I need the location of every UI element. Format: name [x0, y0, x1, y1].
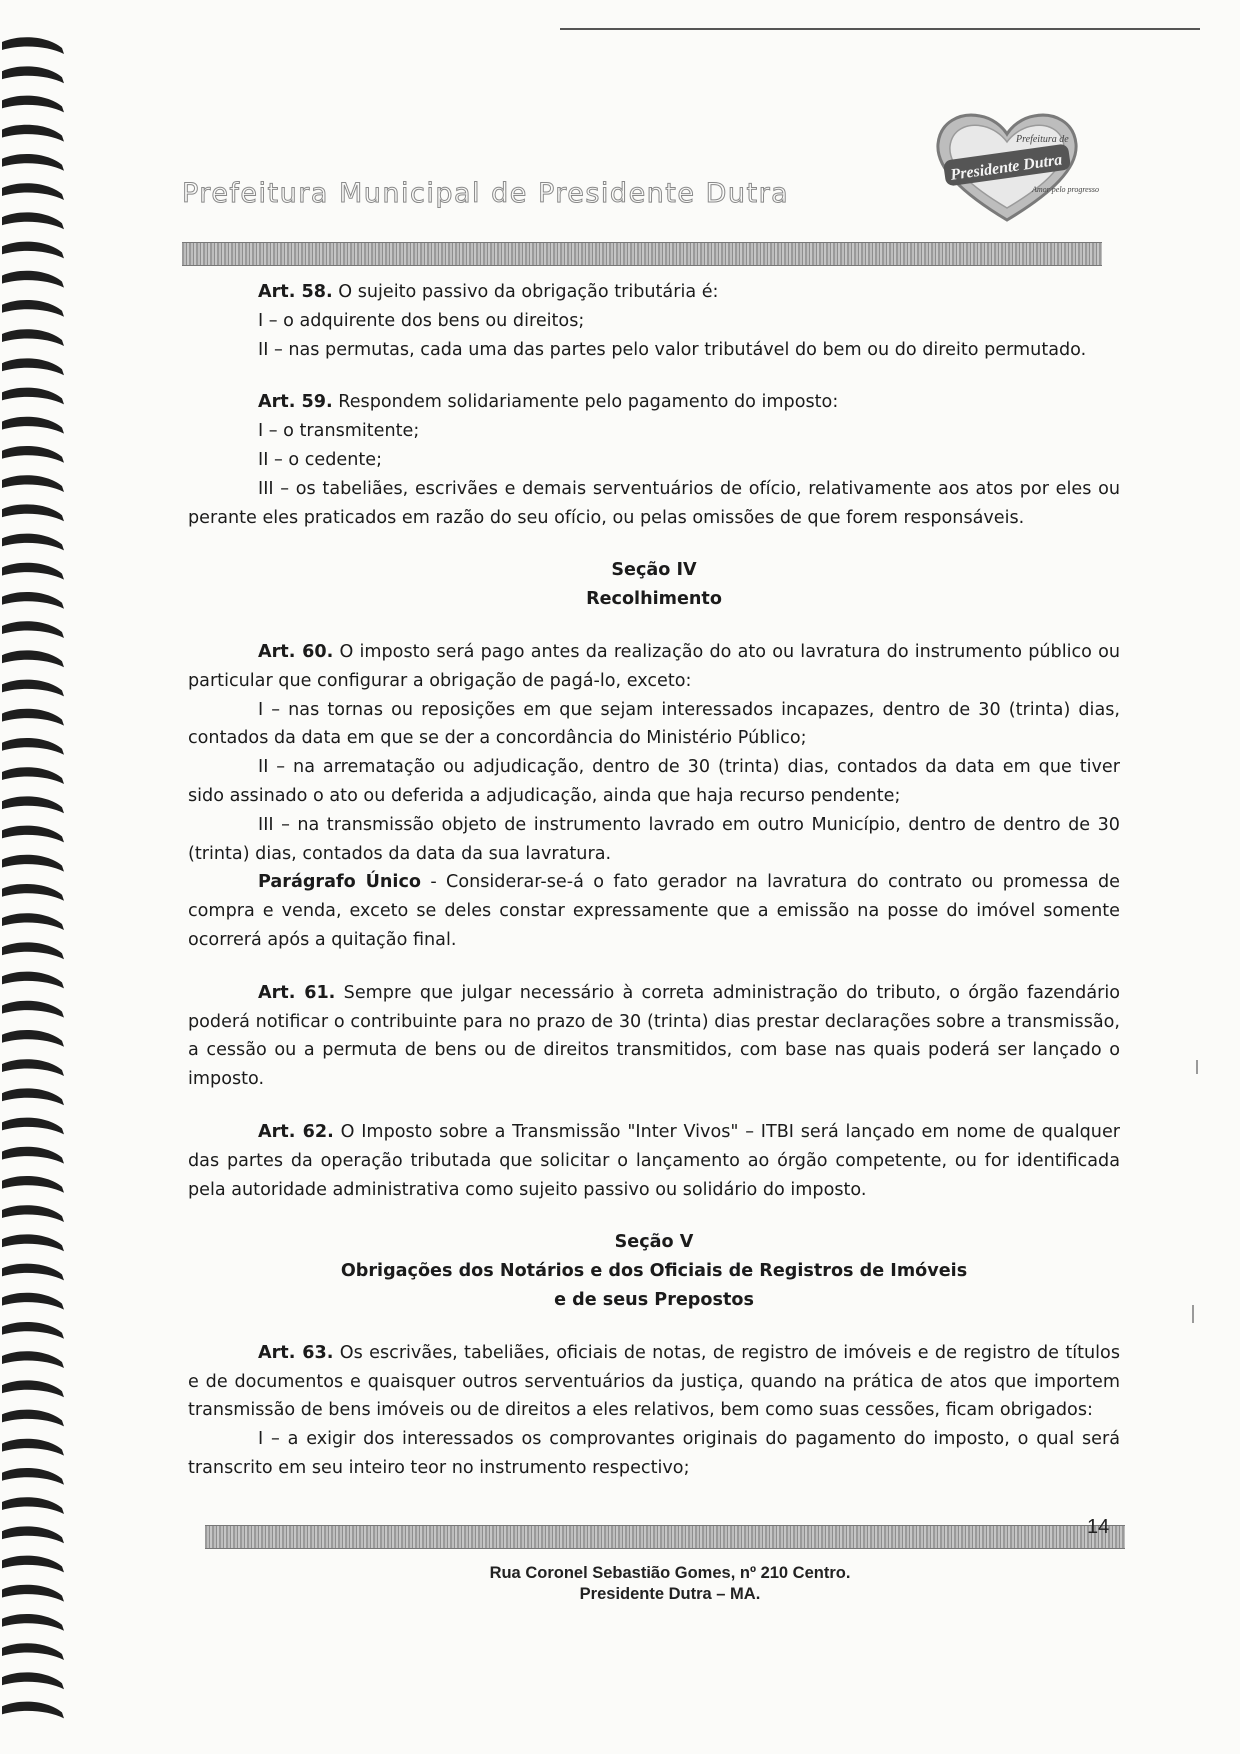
- article-62: Art. 62. O Imposto sobre a Transmissão "Inter Vivos" – ITBI será lançado em nome de qualquer das partes da operação tributada que solicitar o lançamento ao órgão competente, ou for identificada pela autoridade administrativa como sujeito passivo ou solidário do imposto.: [188, 1121, 1120, 1200]
- spiral-coil: [2, 855, 64, 872]
- spiral-coil: [2, 1234, 64, 1251]
- spiral-coil: [2, 1410, 64, 1427]
- spiral-coil: [2, 709, 64, 726]
- spiral-coil: [2, 358, 64, 375]
- page-number: 14: [1087, 1516, 1110, 1538]
- article-58-item-2: II – nas permutas, cada uma das partes pelo valor tributável do bem ou do direito permutado.: [258, 339, 1087, 360]
- spiral-coil: [2, 650, 64, 667]
- scan-mark: [1196, 1060, 1198, 1074]
- spiral-coil: [2, 1672, 64, 1689]
- spiral-coil: [2, 1030, 64, 1047]
- spiral-coil: [2, 1059, 64, 1076]
- article-59-item-3: III – os tabeliães, escrivães e demais serventuários de ofício, relativamente aos atos por eles ou perante eles praticados em razão do seu ofício, ou pelas omissões de que forem responsáveis.: [188, 478, 1120, 528]
- article-58: Art. 58. O sujeito passivo da obrigação tributária é:: [258, 282, 719, 302]
- spiral-coil: [2, 1468, 64, 1485]
- spiral-coil: [2, 972, 64, 989]
- spiral-coil: [2, 242, 64, 259]
- section-v-title-line-1: Obrigações dos Notários e dos Oficiais de Registros de Imóveis: [340, 1261, 968, 1282]
- spiral-coil: [2, 1264, 64, 1281]
- municipality-header: Prefeitura Municipal de Presidente Dutra: [182, 178, 790, 209]
- spiral-coil: [2, 534, 64, 551]
- spiral-coil: [2, 183, 64, 200]
- article-60-item-1: I – nas tornas ou reposições em que sejam interessados incapazes, dentro de 30 (trinta) dias, contados da data em que se der a concordância do Ministério Público;: [188, 699, 1120, 749]
- spiral-coil: [2, 125, 64, 142]
- spiral-coil: [2, 329, 64, 346]
- article-61: Art. 61. Sempre que julgar necessário à correta administração do tributo, o órgão fazendário poderá notificar o contribuinte para no prazo de 30 (trinta) dias prestar declarações sobre a transmissão, a cessão ou a permuta de bens ou de direitos transmitidos, com base nas quais poderá ser lançado o imposto.: [188, 982, 1120, 1090]
- svg-text:Amor pelo progresso: Amor pelo progresso: [1032, 185, 1099, 194]
- spiral-coil: [2, 417, 64, 434]
- spiral-coil: [2, 680, 64, 697]
- spiral-coil: [2, 1439, 64, 1456]
- spiral-coil: [2, 1351, 64, 1368]
- spiral-coil: [2, 96, 64, 113]
- spiral-coil: [2, 767, 64, 784]
- municipality-logo: [932, 108, 1099, 228]
- article-58-item-1: I – o adquirente dos bens ou direitos;: [258, 310, 585, 331]
- spiral-coil: [2, 1001, 64, 1018]
- spiral-coil: [2, 826, 64, 843]
- section-v-title-line-2: e de seus Prepostos: [554, 1289, 754, 1310]
- spiral-coil: [2, 796, 64, 813]
- spiral-coil: [2, 1205, 64, 1222]
- spiral-coil: [2, 1380, 64, 1397]
- article-63-item-1: I – a exigir dos interessados os comprovantes originais do pagamento do imposto, o qual será transcrito em seu inteiro teor no instrumento respectivo;: [188, 1429, 1120, 1478]
- header-band: [182, 242, 1102, 266]
- spiral-coil: [2, 212, 64, 229]
- footer-city: Presidente Dutra – MA.: [579, 1585, 761, 1603]
- spiral-coil: [2, 1556, 64, 1573]
- spiral-coil: [2, 504, 64, 521]
- spiral-coil: [2, 154, 64, 171]
- spiral-coil: [2, 475, 64, 492]
- spiral-coil: [2, 563, 64, 580]
- footer-band: [205, 1525, 1125, 1549]
- top-rule: [560, 28, 1200, 30]
- spiral-coil: [2, 884, 64, 901]
- spiral-coil: [2, 446, 64, 463]
- spiral-binding: [0, 30, 76, 1720]
- spiral-coil: [2, 66, 64, 83]
- spiral-coil: [2, 271, 64, 288]
- spiral-coil: [2, 942, 64, 959]
- footer-street: Rua Coronel Sebastião Gomes, nº 210 Centro.: [489, 1564, 851, 1582]
- document-body: [188, 278, 1120, 1483]
- section-v-number: Seção V: [614, 1232, 694, 1253]
- spiral-coil: [2, 1614, 64, 1631]
- scan-mark: [1192, 1305, 1194, 1323]
- article-60-item-2: II – na arrematação ou adjudicação, dentro de 30 (trinta) dias, contados da data em que tiver sido assinado o ato ou deferida a adjudicação, ainda que haja recurso pendente;: [188, 757, 1120, 806]
- article-60: Art. 60. O imposto será pago antes da realização do ato ou lavratura do instrumento público ou particular que configurar a obrigação de pagá-lo, exceto:: [188, 641, 1121, 691]
- spiral-coil: [2, 1293, 64, 1310]
- spiral-coil: [2, 592, 64, 609]
- spiral-coil: [2, 1643, 64, 1660]
- section-iv-title: Recolhimento: [586, 589, 722, 610]
- article-59-item-1: I – o transmitente;: [258, 421, 420, 442]
- spiral-coil: [2, 1088, 64, 1105]
- svg-text:Prefeitura de: Prefeitura de: [1016, 134, 1069, 145]
- spiral-coil: [2, 738, 64, 755]
- spiral-coil: [2, 621, 64, 638]
- spiral-coil: [2, 1322, 64, 1339]
- spiral-coil: [2, 388, 64, 405]
- spiral-coil: [2, 37, 64, 54]
- section-iv-number: Seção IV: [611, 560, 697, 581]
- spiral-coil: [2, 1702, 64, 1719]
- article-59: Art. 59. Respondem solidariamente pelo pagamento do imposto:: [258, 392, 839, 413]
- spiral-coil: [2, 1147, 64, 1164]
- article-60-sole-paragraph: Parágrafo Único - Considerar-se-á o fato gerador na lavratura do contrato ou promessa de compra e venda, exceto se deles constar expressamente que a emissão na posse do imóvel somente ocorrerá após a quitação final.: [188, 872, 1120, 950]
- spiral-coil: [2, 1585, 64, 1602]
- spiral-coil: [2, 913, 64, 930]
- spiral-coil: [2, 1118, 64, 1135]
- article-60-item-3: III – na transmissão objeto de instrumento lavrado em outro Município, dentro de dentro de 30 (trinta) dias, contados da data da sua lavratura.: [188, 814, 1120, 864]
- svg-text:Presidente Dutra: Presidente Dutra: [949, 151, 1064, 184]
- article-59-item-2: II – o cedente;: [258, 449, 383, 470]
- spiral-coil: [2, 1497, 64, 1514]
- footer-address: [200, 1563, 1140, 1605]
- article-63: Art. 63. Os escrivães, tabeliães, oficiais de notas, de registro de imóveis e de registro de títulos e de documentos e quaisquer outros serventuários da justiça, quando na prática de atos que importem transmissão de bens imóveis ou de direitos a eles relativos, bem como suas cessões, ficam obrigados:: [188, 1342, 1120, 1421]
- spiral-coil: [2, 1526, 64, 1543]
- spiral-coil: [2, 1176, 64, 1193]
- spiral-coil: [2, 300, 64, 317]
